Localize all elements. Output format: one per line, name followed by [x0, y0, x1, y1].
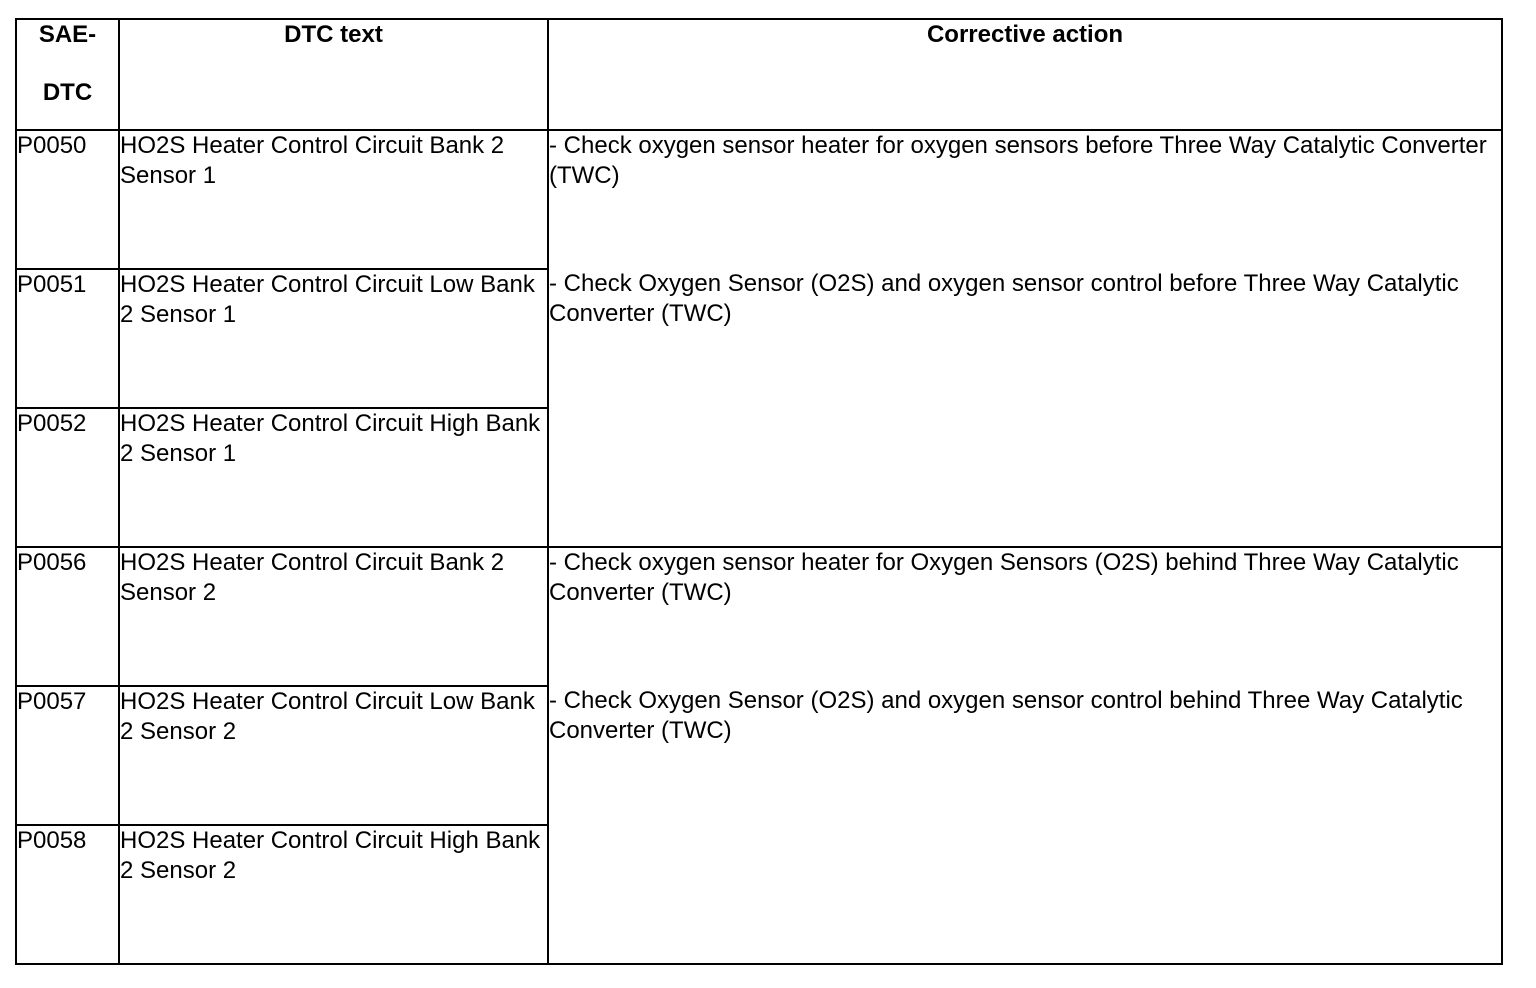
- dtc-code: P0058: [16, 825, 119, 964]
- dtc-table: [15, 18, 1503, 965]
- dtc-code: P0056: [16, 547, 119, 686]
- dtc-text: HO2S Heater Control Circuit High Bank 2 Sensor 2: [119, 825, 548, 964]
- dtc-text: HO2S Heater Control Circuit Bank 2 Sensor 1: [119, 130, 548, 269]
- header-sae-dtc-line2: DTC: [42, 79, 93, 106]
- dtc-text: HO2S Heater Control Circuit Bank 2 Sensor 2: [119, 547, 548, 686]
- table-row: [16, 130, 1502, 269]
- corrective-action-item: - Check Oxygen Sensor (O2S) and oxygen sensor control before Three Way Catalytic Converter (TWC): [549, 270, 1459, 327]
- corrective-action-item: - Check Oxygen Sensor (O2S) and oxygen sensor control behind Three Way Catalytic Converter (TWC): [549, 687, 1463, 744]
- corrective-action-cell: [548, 547, 1502, 964]
- dtc-text: HO2S Heater Control Circuit Low Bank 2 Sensor 2: [119, 686, 548, 825]
- corrective-action-cell: [548, 130, 1502, 547]
- header-row: [16, 19, 1502, 130]
- header-corrective-action: Corrective action: [548, 19, 1502, 130]
- dtc-code: P0051: [16, 269, 119, 408]
- table-row: [16, 547, 1502, 686]
- dtc-text: HO2S Heater Control Circuit Low Bank 2 Sensor 1: [119, 269, 548, 408]
- header-dtc-text: DTC text: [119, 19, 548, 130]
- dtc-code: P0052: [16, 408, 119, 547]
- dtc-code: P0050: [16, 130, 119, 269]
- header-sae-dtc: [16, 19, 119, 130]
- dtc-text: HO2S Heater Control Circuit High Bank 2 Sensor 1: [119, 408, 548, 547]
- corrective-action-item: - Check oxygen sensor heater for Oxygen Sensors (O2S) behind Three Way Catalytic Converter (TWC): [549, 549, 1459, 606]
- corrective-action-item: - Check oxygen sensor heater for oxygen sensors before Three Way Catalytic Converter (TWC): [549, 132, 1487, 189]
- header-sae-dtc-line1: SAE-: [38, 21, 97, 48]
- dtc-code: P0057: [16, 686, 119, 825]
